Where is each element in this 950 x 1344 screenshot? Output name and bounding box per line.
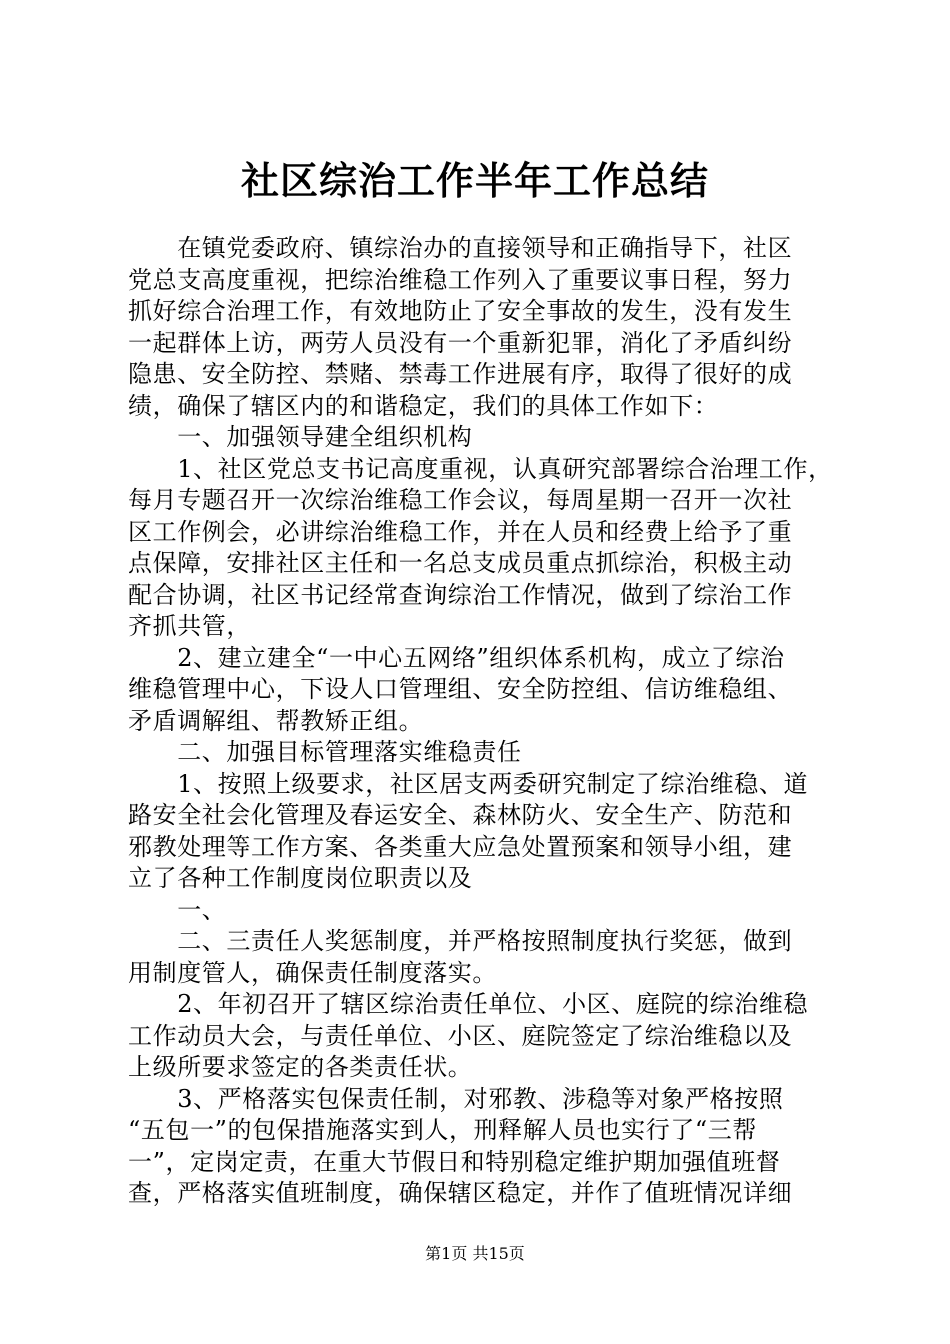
body-line: 党总支高度重视，把综治维稳工作列入了重要议事日程，努力 <box>128 265 793 294</box>
document-title: 社区综治工作半年工作总结 <box>240 158 709 203</box>
body-line: 上级所要求签定的各类责任状。 <box>128 1053 473 1081</box>
body-line: 绩，确保了辖区内的和谐稳定，我们的具体工作如下： <box>128 391 719 420</box>
body-line: 区工作例会，必讲综治维稳工作，并在人员和经费上给予了重 <box>128 517 793 546</box>
body-line: “五包一”的包保措施落实到人，刑释解人员也实行了“三帮 <box>128 1116 758 1144</box>
body-line: 立了各种工作制度岗位职责以及 <box>128 864 473 892</box>
body-line: 2、建立建全“一中心五网络”组织体系机构，成立了综治 <box>128 643 785 672</box>
body-line: 一”，定岗定责，在重大节假日和特别稳定维护期加强值班督 <box>128 1147 781 1176</box>
body-line: 在镇党委政府、镇综治办的直接领导和正确指导下，社区 <box>128 234 793 262</box>
body-line: 查，严格落实值班制度，确保辖区稳定，并作了值班情况详细 <box>128 1179 793 1207</box>
body-line: 配合协调，社区书记经常查询综治工作情况，做到了综治工作 <box>128 580 793 609</box>
body-line: 矛盾调解组、帮教矫正组。 <box>128 706 424 735</box>
body-line: 二、三责任人奖惩制度，并严格按照制度执行奖惩，做到 <box>128 927 793 955</box>
page-number-footer: 第1页 共15页 <box>425 1244 525 1263</box>
body-line: 抓好综合治理工作，有效地防止了安全事故的发生，没有发生 <box>128 297 793 325</box>
body-line: 点保障，安排社区主任和一名总支成员重点抓综治，积极主动 <box>128 549 793 577</box>
body-line: 维稳管理中心，下设人口管理组、安全防控组、信访维稳组、 <box>128 675 793 703</box>
body-line: 每月专题召开一次综治维稳工作会议，每周星期一召开一次社 <box>128 486 793 514</box>
body-line: 邪教处理等工作方案、各类重大应急处置预案和领导小组，建 <box>128 832 793 861</box>
body-line: 2、年初召开了辖区综治责任单位、小区、庭院的综治维稳 <box>128 990 809 1018</box>
section-heading: 一、加强领导建全组织机构 <box>128 423 473 451</box>
body-line: 一起群体上访，两劳人员没有一个重新犯罪，消化了矛盾纠纷 <box>128 328 793 357</box>
section-heading: 二、加强目标管理落实维稳责任 <box>128 738 522 766</box>
body-line: 隐患、安全防控、禁赌、禁毒工作进展有序，取得了很好的成 <box>128 360 793 388</box>
body-line: 工作动员大会，与责任单位、小区、庭院签定了综治维稳以及 <box>128 1021 793 1050</box>
body-line: 3、严格落实包保责任制，对邪教、涉稳等对象严格按照 <box>128 1084 784 1113</box>
body-line: 用制度管人，确保责任制度落实。 <box>128 958 497 987</box>
body-line: 1、按照上级要求，社区居支两委研究制定了综治维稳、道 <box>128 769 809 798</box>
body-line: 1、社区党总支书记高度重视，认真研究部署综合治理工作， <box>128 454 833 483</box>
body-line: 一、 <box>128 895 227 924</box>
body-line: 路安全社会化管理及春运安全、森林防火、安全生产、防范和 <box>128 801 793 829</box>
body-line: 齐抓共管， <box>128 612 251 640</box>
document-body <box>128 233 838 1210</box>
